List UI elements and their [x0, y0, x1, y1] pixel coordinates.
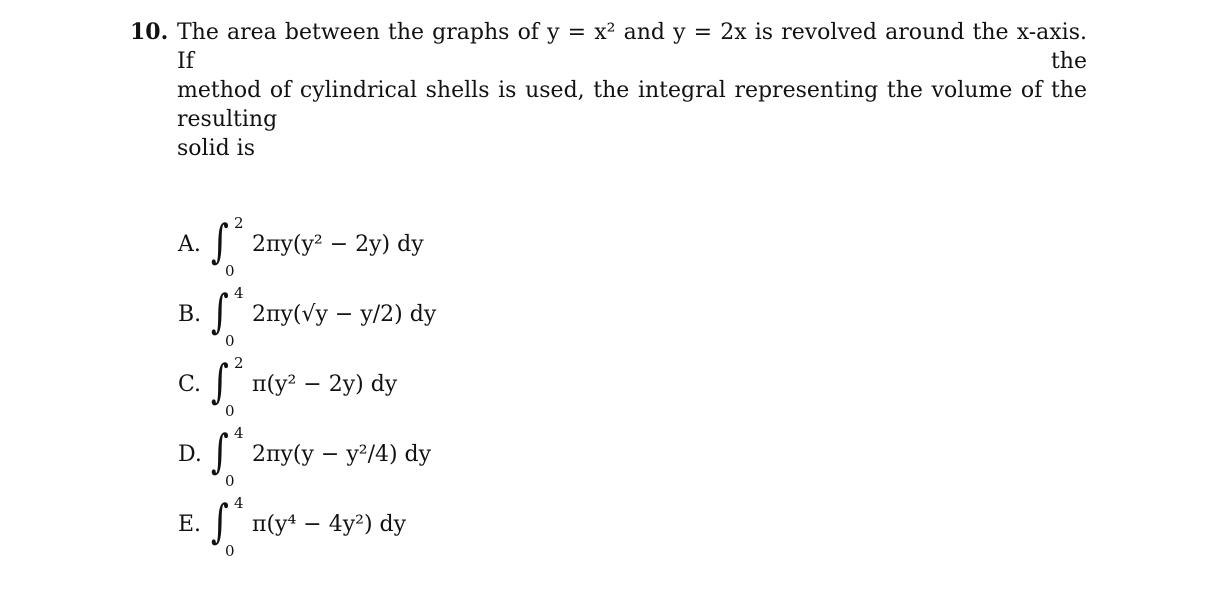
upper-limit: 4: [234, 424, 244, 442]
choice-letter: D.: [178, 442, 202, 467]
choice-a[interactable]: [178, 214, 778, 288]
lower-limit: 0: [225, 262, 235, 280]
question-number: 10.: [130, 19, 169, 45]
choice-e[interactable]: [178, 494, 778, 568]
integral-sign: ∫: [211, 424, 229, 478]
question-text-line-2: method of cylindrical shells is used, the integral representing the volume of the resulting: [177, 78, 1087, 132]
integrand: 2πy(y − y²/4) dy: [252, 442, 432, 467]
upper-limit: 4: [234, 284, 244, 302]
integral-sign: ∫: [211, 354, 229, 408]
integrand: π(y⁴ − 4y²) dy: [252, 512, 407, 537]
integral-sign: ∫: [211, 494, 229, 548]
integral-sign: ∫: [211, 214, 229, 268]
choice-letter: A.: [178, 232, 201, 257]
lower-limit: 0: [225, 332, 235, 350]
question-text-line-3: solid is: [177, 136, 256, 161]
choice-b[interactable]: [178, 284, 778, 358]
integrand: π(y² − 2y) dy: [252, 372, 398, 397]
question-text-line-1: The area between the graphs of y = x² and y = 2x is revolved around the x-axis. If the: [177, 20, 1087, 74]
choice-letter: E.: [178, 512, 202, 537]
integrand: 2πy(√y − y/2) dy: [252, 302, 437, 327]
integrand: 2πy(y² − 2y) dy: [252, 232, 424, 257]
upper-limit: 2: [234, 354, 244, 372]
choice-letter: C.: [178, 372, 202, 397]
question-stem: [177, 18, 1087, 163]
choice-d[interactable]: [178, 424, 778, 498]
choice-letter: B.: [178, 302, 202, 327]
lower-limit: 0: [225, 542, 235, 560]
lower-limit: 0: [225, 472, 235, 490]
lower-limit: 0: [225, 402, 235, 420]
integral-sign: ∫: [211, 284, 229, 338]
upper-limit: 4: [234, 494, 244, 512]
choice-c[interactable]: [178, 354, 778, 428]
upper-limit: 2: [234, 214, 244, 232]
